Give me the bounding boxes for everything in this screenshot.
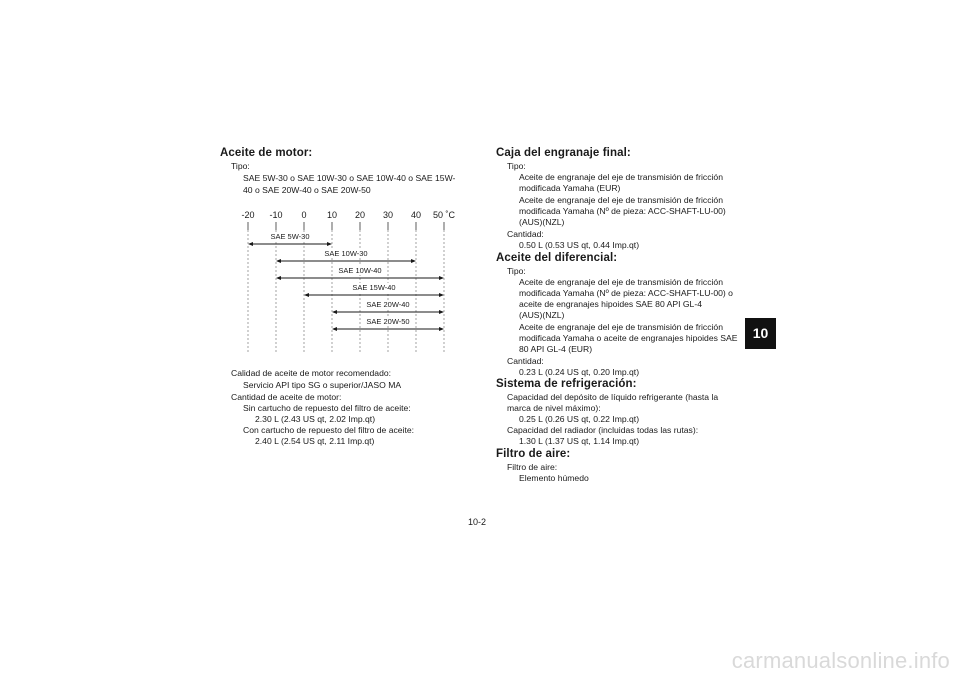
differential-type-line: Aceite de engranaje del eje de transmisión de fricción xyxy=(519,322,723,332)
grade-arrow-left xyxy=(332,310,337,314)
engine-oil-type-line: SAE 5W-30 o SAE 10W-30 o SAE 10W-40 o SAE 15W- xyxy=(243,173,456,183)
grade-arrow-right xyxy=(439,327,444,331)
final-gear-type-line: (AUS)(NZL) xyxy=(519,217,565,227)
differential-type-line: modificada Yamaha o aceite de engranajes hipoides SAE xyxy=(519,333,738,343)
grade-arrow-left xyxy=(248,242,253,246)
section-tab: 10 xyxy=(745,318,776,349)
grade-arrow-left xyxy=(332,327,337,331)
final-gear-type-line: modificada Yamaha (Nº de pieza: ACC-SHAFT-LU-00) xyxy=(519,206,726,216)
final-gear-type-line: modificada Yamaha (EUR) xyxy=(519,183,621,193)
final-gear-type-label: Tipo: xyxy=(507,161,526,171)
differential-type-line: modificada Yamaha (Nº de pieza: ACC-SHAFT-LU-00) o xyxy=(519,288,733,298)
oil-quality-value: Servicio API tipo SG o superior/JASO MA xyxy=(243,380,402,390)
final-gear-qty-label: Cantidad: xyxy=(507,229,544,239)
grade-arrow-right xyxy=(439,293,444,297)
with-filter-label: Con cartucho de repuesto del filtro de aceite: xyxy=(243,425,415,435)
grade-label: SAE 20W-50 xyxy=(366,317,410,326)
differential-type-line: 80 API GL-4 (EUR) xyxy=(519,344,593,354)
air-filter-heading: Filtro de aire: xyxy=(496,448,571,460)
tick-label: 30 xyxy=(382,210,394,220)
differential-qty-value: 0.23 L (0.24 US qt, 0.20 Imp.qt) xyxy=(519,367,640,377)
differential-type-label: Tipo: xyxy=(507,266,526,276)
cooling-line: Capacidad del depósito de líquido refrigerante (hasta la xyxy=(507,392,719,402)
grade-label: SAE 5W-30 xyxy=(270,232,310,241)
oil-viscosity-chart xyxy=(236,206,468,356)
grade-arrow-left xyxy=(276,259,281,263)
tick-label: -10 xyxy=(269,210,283,220)
engine-oil-type-line: 40 o SAE 20W-40 o SAE 20W-50 xyxy=(243,185,371,195)
final-gear-heading: Caja del engranaje final: xyxy=(496,147,631,159)
grade-arrow-right xyxy=(411,259,416,263)
tick-label: -20 xyxy=(241,210,255,220)
with-filter-value: 2.40 L (2.54 US qt, 2.11 Imp.qt) xyxy=(255,436,375,446)
grade-label: SAE 10W-40 xyxy=(338,266,382,275)
differential-heading: Aceite del diferencial: xyxy=(496,252,618,264)
engine-oil-type-label: Tipo: xyxy=(231,161,250,171)
engine-oil-heading: Aceite de motor: xyxy=(220,147,313,159)
differential-qty-label: Cantidad: xyxy=(507,356,544,366)
grade-label: SAE 20W-40 xyxy=(366,300,410,309)
grade-label: SAE 15W-40 xyxy=(352,283,396,292)
tick-label: 20 xyxy=(354,210,366,220)
without-filter-label: Sin cartucho de repuesto del filtro de aceite: xyxy=(243,403,411,413)
watermark: carmanualsonline.info xyxy=(731,648,950,673)
grade-arrow-right xyxy=(327,242,332,246)
grade-arrow-right xyxy=(439,310,444,314)
grade-label: SAE 10W-30 xyxy=(324,249,368,258)
cooling-line: marca de nivel máximo): xyxy=(507,403,601,413)
without-filter-value: 2.30 L (2.43 US qt, 2.02 Imp.qt) xyxy=(255,414,376,424)
final-gear-type-line: Aceite de engranaje del eje de transmisión de fricción xyxy=(519,172,723,182)
cooling-line: Capacidad del radiador (incluidas todas las rutas): xyxy=(507,425,699,435)
grade-arrow-right xyxy=(439,276,444,280)
page-number: 10-2 xyxy=(468,517,487,527)
grade-arrow-left xyxy=(304,293,309,297)
final-gear-qty-value: 0.50 L (0.53 US qt, 0.44 Imp.qt) xyxy=(519,240,640,250)
final-gear-type-line: Aceite de engranaje del eje de transmisión de fricción xyxy=(519,195,723,205)
air-filter-value: Elemento húmedo xyxy=(519,473,589,483)
cooling-radiator-value: 1.30 L (1.37 US qt, 1.14 Imp.qt) xyxy=(519,436,640,446)
tick-label: 40 xyxy=(410,210,422,220)
tick-label: 0 xyxy=(301,210,307,220)
tick-label: 50 ˚C xyxy=(432,210,456,220)
differential-type-line: (AUS)(NZL) xyxy=(519,310,565,320)
air-filter-label: Filtro de aire: xyxy=(507,462,558,472)
cooling-reservoir-value: 0.25 L (0.26 US qt, 0.22 Imp.qt) xyxy=(519,414,640,424)
differential-type-line: Aceite de engranaje del eje de transmisión de fricción xyxy=(519,277,723,287)
oil-quality-label: Calidad de aceite de motor recomendado: xyxy=(231,368,392,378)
oil-quantity-label: Cantidad de aceite de motor: xyxy=(231,392,342,402)
cooling-heading: Sistema de refrigeración: xyxy=(496,378,637,390)
tick-label: 10 xyxy=(326,210,338,220)
grade-arrow-left xyxy=(276,276,281,280)
differential-type-line: aceite de engranajes hipoides SAE 80 API GL-4 xyxy=(519,299,702,309)
